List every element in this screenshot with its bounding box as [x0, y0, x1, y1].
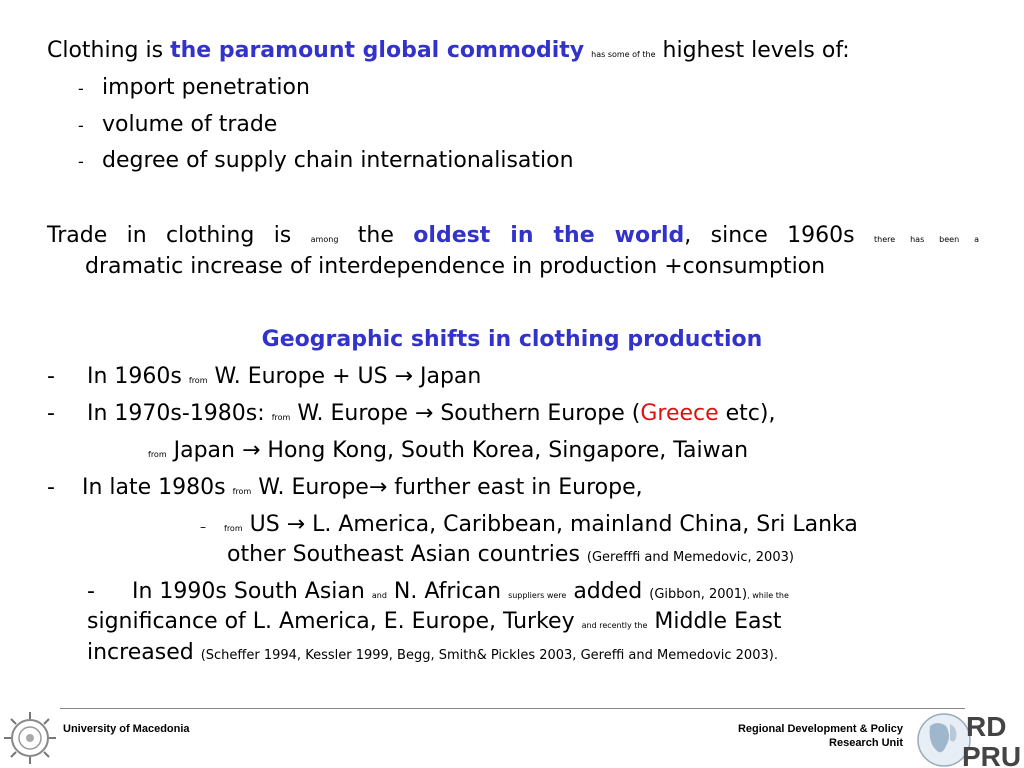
section-heading: Geographic shifts in clothing production [261, 327, 763, 352]
trade-emphasis: oldest in the world [413, 223, 685, 248]
svg-text:RD: RD [966, 711, 1007, 742]
university-logo-icon [2, 710, 58, 766]
svg-text:PRU: PRU [962, 741, 1022, 768]
rdpru-logo-icon [912, 706, 1024, 768]
shift-us: – from US → L. America, Caribbean, mainland China, Sri Lanka [200, 512, 858, 537]
intro-emphasis: the paramount global commodity [170, 38, 585, 63]
shift-1960s: - In 1960s from W. Europe + US → Japan [47, 364, 482, 389]
shift-1970s-japan: from Japan → Hong Kong, South Korea, Singapore, Taiwan [148, 438, 749, 463]
trade-line-2: dramatic increase of interdependence in production +consumption [85, 254, 826, 279]
intro-item: - import penetration [78, 75, 310, 100]
intro-item: - degree of supply chain internationalisation [78, 148, 574, 173]
intro-item: - volume of trade [78, 112, 278, 137]
footer-university: University of Macedonia [63, 723, 190, 735]
shift-us-line-2: other Southeast Asian countries (Gerefffi and Memedovic, 2003) [227, 542, 794, 567]
shift-1970s: - In 1970s-1980s: from W. Europe → Southern Europe (Greece etc), [47, 401, 776, 426]
shift-1990s-line-3: increased (Scheffer 1994, Kessler 1999, Begg, Smith& Pickles 2003, Gereffi and Memedovic 2003). [87, 640, 778, 665]
footer-divider [60, 708, 965, 709]
shift-1990s: - In 1990s South Asian and N. African suppliers were added (Gibbon, 2001), while the [87, 579, 789, 604]
footer-unit-line-1: Regional Development & Policy [737, 723, 903, 735]
intro-line: Clothing is the paramount global commodity has some of the highest levels of: [47, 38, 850, 63]
greece-text: Greece [640, 401, 719, 426]
trade-line: Trade in clothing is among the oldest in the world, since 1960s there has been a [47, 223, 980, 248]
shift-late-1980s: - In late 1980s from W. Europe→ further east in Europe, [47, 475, 643, 500]
shift-1990s-line-2: significance of L. America, E. Europe, Turkey and recently the Middle East [87, 609, 782, 634]
footer-unit-line-2: Research Unit [829, 737, 903, 749]
